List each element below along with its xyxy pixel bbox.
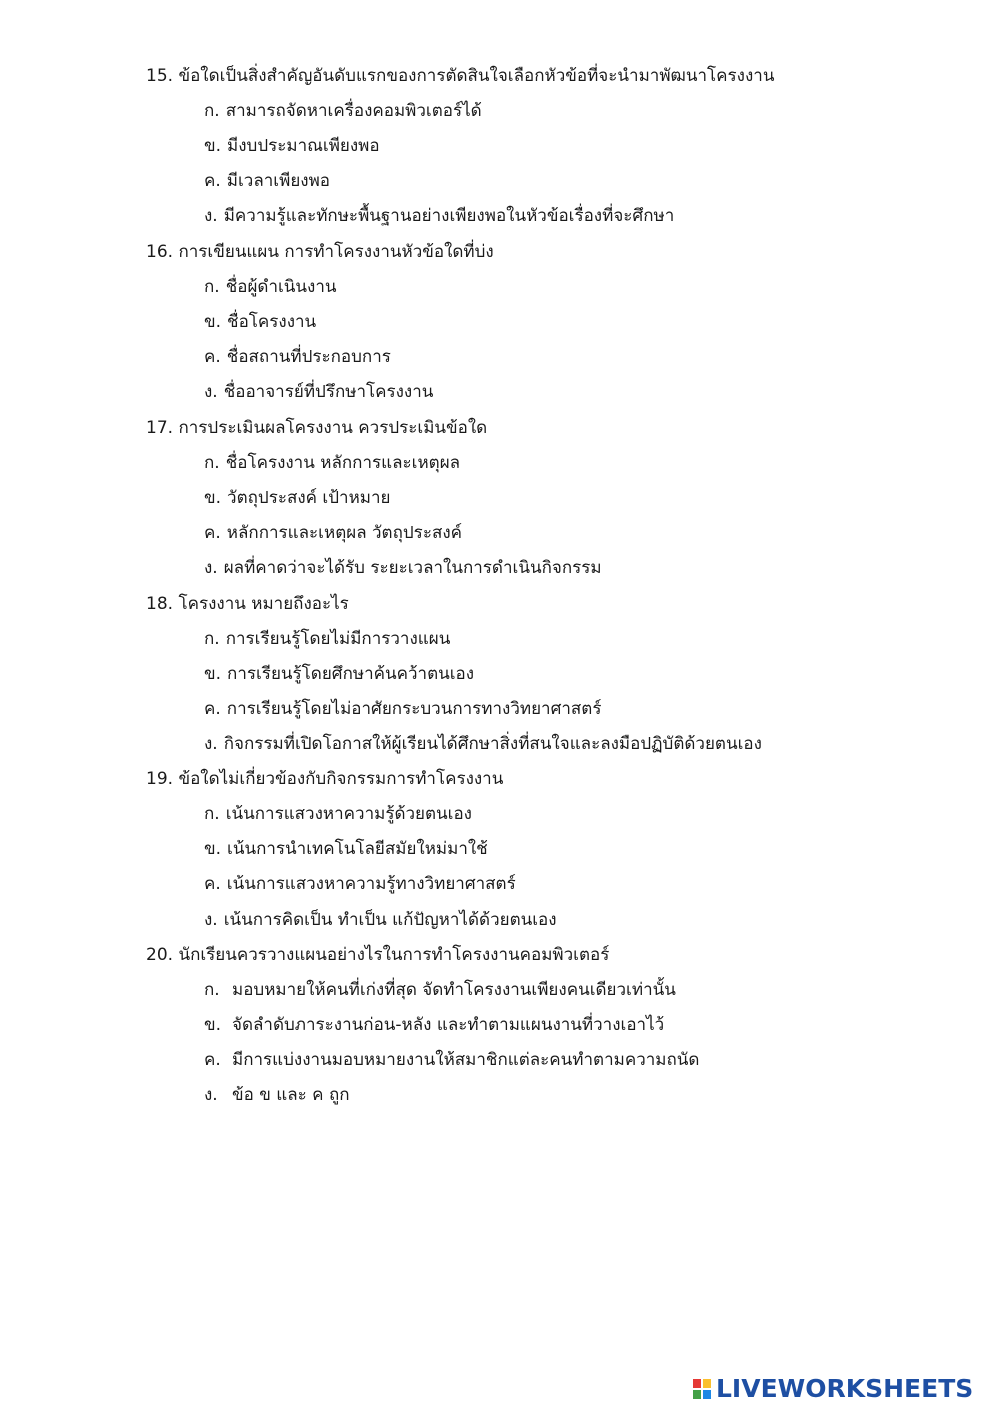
choice-20-c[interactable] bbox=[204, 1049, 699, 1071]
choice-letter: ง. bbox=[204, 558, 218, 578]
question-number: 17. bbox=[146, 418, 174, 438]
choice-letter: ข. bbox=[204, 664, 222, 684]
choice-text: ชื่อผู้ดำเนินงาน bbox=[225, 277, 337, 297]
choice-text: มีการแบ่งงานมอบหมายงานให้สมาชิกแต่ละคนทำตามความถนัด bbox=[232, 1050, 700, 1070]
question-19 bbox=[146, 768, 503, 790]
choice-letter: ข. bbox=[204, 488, 222, 508]
choice-text: สามารถจัดหาเครื่องคอมพิวเตอร์ได้ bbox=[225, 101, 482, 121]
choice-text: มีเวลาเพียงพอ bbox=[226, 171, 331, 191]
choice-16-b[interactable] bbox=[204, 311, 316, 333]
choice-letter: ง. bbox=[204, 1085, 218, 1105]
choice-text: กิจกรรมที่เปิดโอกาสให้ผู้เรียนได้ศึกษาสิ่งที่สนใจและลงมือปฏิบัติด้วยตนเอง bbox=[223, 734, 762, 754]
choice-letter: ค. bbox=[204, 874, 221, 894]
choice-16-c[interactable] bbox=[204, 346, 391, 368]
choice-19-a[interactable] bbox=[204, 803, 472, 825]
liveworksheets-logo-icon bbox=[692, 1378, 712, 1400]
choice-16-d[interactable] bbox=[204, 381, 433, 403]
question-text: โครงงาน หมายถึงอะไร bbox=[178, 594, 349, 614]
choice-letter: ก. bbox=[204, 453, 220, 473]
logo-square-blue bbox=[703, 1390, 711, 1399]
choice-text: การเรียนรู้โดยไม่มีการวางแผน bbox=[225, 629, 451, 649]
question-number: 18. bbox=[146, 594, 174, 614]
choice-text: ชื่ออาจารย์ที่ปรึกษาโครงงาน bbox=[223, 382, 434, 402]
choice-letter: ง. bbox=[204, 734, 218, 754]
choice-text: จัดลำดับภาระงานก่อน-หลัง และทำตามแผนงานที่วางเอาไว้ bbox=[232, 1015, 665, 1035]
choice-letter: ค. bbox=[204, 171, 221, 191]
choice-text: วัตถุประสงค์ เป้าหมาย bbox=[227, 488, 391, 508]
choice-text: ผลที่คาดว่าจะได้รับ ระยะเวลาในการดำเนินกิจกรรม bbox=[223, 558, 602, 578]
choice-17-d[interactable] bbox=[204, 557, 602, 579]
liveworksheets-logo[interactable] bbox=[692, 1374, 973, 1404]
choice-18-c[interactable] bbox=[204, 698, 601, 720]
choice-letter: ค. bbox=[204, 699, 221, 719]
choice-19-d[interactable] bbox=[204, 909, 557, 931]
choice-text: การเรียนรู้โดยไม่อาศัยกระบวนการทางวิทยาศาสตร์ bbox=[226, 699, 602, 719]
choice-20-d[interactable] bbox=[204, 1084, 350, 1106]
logo-square-yellow bbox=[703, 1379, 711, 1388]
choice-letter: ก. bbox=[204, 980, 220, 1000]
choice-letter: ค. bbox=[204, 1050, 221, 1070]
choice-letter: ก. bbox=[204, 277, 220, 297]
choice-16-a[interactable] bbox=[204, 276, 337, 298]
question-number: 15. bbox=[146, 66, 174, 86]
choice-text: การเรียนรู้โดยศึกษาค้นคว้าตนเอง bbox=[227, 664, 475, 684]
choice-18-d[interactable] bbox=[204, 733, 762, 755]
logo-square-green bbox=[693, 1390, 701, 1399]
question-15 bbox=[146, 65, 774, 87]
choice-letter: ก. bbox=[204, 804, 220, 824]
logo-text: LIVEWORKSHEETS bbox=[716, 1374, 974, 1403]
choice-17-b[interactable] bbox=[204, 487, 390, 509]
choice-15-a[interactable] bbox=[204, 100, 482, 122]
question-16 bbox=[146, 241, 494, 263]
question-number: 20. bbox=[146, 945, 174, 965]
choice-text: เน้นการแสวงหาความรู้ทางวิทยาศาสตร์ bbox=[226, 874, 516, 894]
question-text: นักเรียนควรวางแผนอย่างไรในการทำโครงงานคอมพิวเตอร์ bbox=[178, 945, 610, 965]
choice-text: เน้นการแสวงหาความรู้ด้วยตนเอง bbox=[225, 804, 472, 824]
choice-letter: ค. bbox=[204, 347, 221, 367]
choice-20-a[interactable] bbox=[204, 979, 676, 1001]
question-text: ข้อใดไม่เกี่ยวข้องกับกิจกรรมการทำโครงงาน bbox=[178, 769, 504, 789]
choice-text: มีงบประมาณเพียงพอ bbox=[227, 136, 380, 156]
choice-letter: ง. bbox=[204, 382, 218, 402]
question-number: 19. bbox=[146, 769, 174, 789]
choice-letter: ง. bbox=[204, 206, 218, 226]
choice-text: ชื่อสถานที่ประกอบการ bbox=[226, 347, 391, 367]
question-20 bbox=[146, 944, 609, 966]
question-text: การประเมินผลโครงงาน ควรประเมินข้อใด bbox=[178, 418, 488, 438]
choice-letter: ค. bbox=[204, 523, 221, 543]
question-text: การเขียนแผน การทำโครงงานหัวข้อใดที่บ่ง bbox=[178, 242, 494, 262]
choice-text: ชื่อโครงงาน bbox=[227, 312, 317, 332]
choice-letter: ข. bbox=[204, 1015, 222, 1035]
choice-letter: ก. bbox=[204, 629, 220, 649]
choice-text: มอบหมายให้คนที่เก่งที่สุด จัดทำโครงงานเพียงคนเดียวเท่านั้น bbox=[232, 980, 676, 1000]
choice-text: ข้อ ข และ ค ถูก bbox=[232, 1085, 350, 1105]
choice-text: เน้นการคิดเป็น ทำเป็น แก้ปัญหาได้ด้วยตนเอง bbox=[223, 910, 557, 930]
choice-letter: ข. bbox=[204, 839, 222, 859]
question-text: ข้อใดเป็นสิ่งสำคัญอันดับแรกของการตัดสินใจเลือกหัวข้อที่จะนำมาพัฒนาโครงงาน bbox=[178, 66, 775, 86]
choice-17-c[interactable] bbox=[204, 522, 462, 544]
question-17 bbox=[146, 417, 487, 439]
choice-17-a[interactable] bbox=[204, 452, 460, 474]
question-18 bbox=[146, 593, 349, 615]
choice-letter: ข. bbox=[204, 312, 222, 332]
choice-19-b[interactable] bbox=[204, 838, 488, 860]
choice-18-b[interactable] bbox=[204, 663, 474, 685]
choice-text: เน้นการนำเทคโนโลยีสมัยใหม่มาใช้ bbox=[227, 839, 488, 859]
question-number: 16. bbox=[146, 242, 174, 262]
choice-text: ชื่อโครงงาน หลักการและเหตุผล bbox=[225, 453, 461, 473]
choice-text: หลักการและเหตุผล วัตถุประสงค์ bbox=[226, 523, 462, 543]
choice-19-c[interactable] bbox=[204, 873, 516, 895]
choice-15-b[interactable] bbox=[204, 135, 380, 157]
logo-square-red bbox=[693, 1379, 701, 1388]
choice-20-b[interactable] bbox=[204, 1014, 664, 1036]
choice-15-d[interactable] bbox=[204, 205, 674, 227]
choice-letter: ก. bbox=[204, 101, 220, 121]
choice-letter: ข. bbox=[204, 136, 222, 156]
choice-text: มีความรู้และทักษะพื้นฐานอย่างเพียงพอในหัวข้อเรื่องที่จะศึกษา bbox=[223, 206, 675, 226]
choice-18-a[interactable] bbox=[204, 628, 450, 650]
choice-letter: ง. bbox=[204, 910, 218, 930]
choice-15-c[interactable] bbox=[204, 170, 330, 192]
